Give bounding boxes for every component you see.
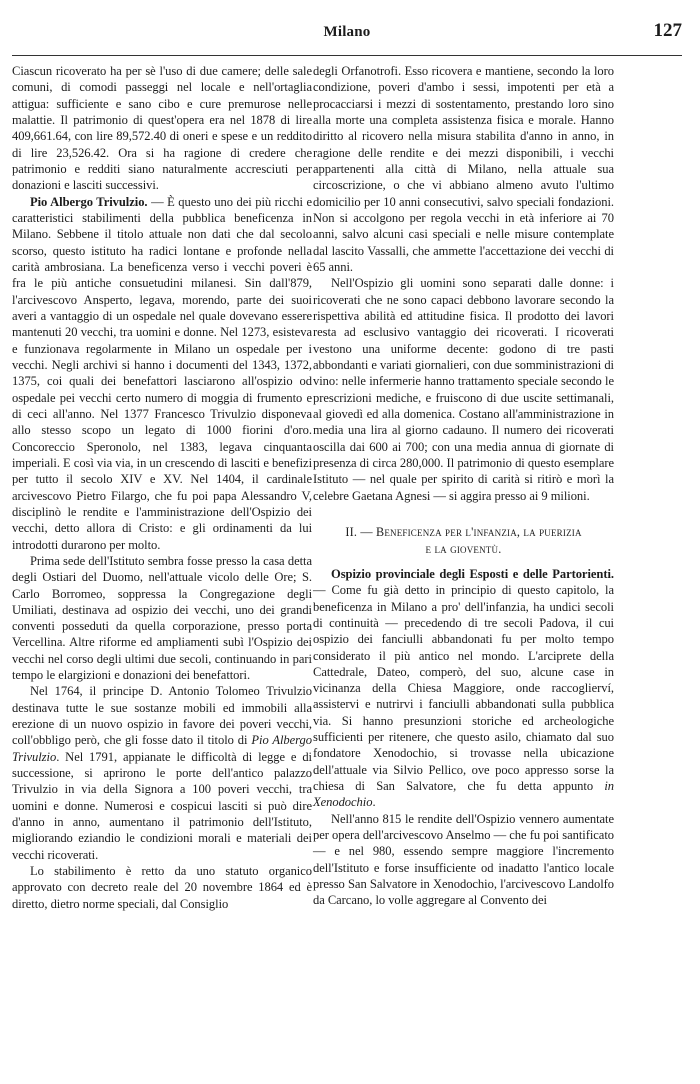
paragraph: Nell'anno 815 le rendite dell'Ospizio vennero aumentate per opera dell'arcivescovo Anselmo — che fu poi santificato — e nel 980, essendo sempre maggiore l'incremento dell'Istituto e forse insufficiente od inadatto l'antico locale presso San Salvatore in Xenodochio, l'arcivescovo Landolfo da Carcano, lo volle aggregare al Convento dei (313, 811, 614, 908)
section-heading (313, 524, 614, 558)
paragraph-text: Nel 1764, il principe D. Antonio Tolomeo Trivulzio destinava tutte le sue sostanze mobili ed immobili alla erezione di un nuovo ospizio in favore dei poveri vecchi, coll'obbligo però, che gli fosse dato il titolo di (12, 684, 312, 748)
section-number: II. — (345, 524, 376, 539)
paragraph: degli Orfanotrofi. Esso ricovera e mantiene, secondo la loro condizione, poveri d'ambo i sessi, impotenti per età a procacciarsi i mezzi di sostentamento, prestando loro sino alla morte una completa assistenza fisica e morale. Hanno diritto al ricovero nella misura stabilita d'anno in anno, in ragione delle rendite e dei mezzi disponibili, i vecchi appartenenti alla città di Milano, nella attuale sua circoscrizione, o che vi abbiano almeno avuto l'ultimo domicilio per 10 anni consecutivi, salvo speciali fondazioni. Non si accolgono per regola vecchi in età inferiore ai 70 anni, salvo alcuni casi speciali e nelle misure contemplate dal lascito Vassalli, che ammette l'accettazione dei vecchi di 65 anni. (313, 64, 614, 274)
right-column (313, 63, 614, 909)
left-column (12, 63, 312, 912)
running-title: Milano (323, 24, 371, 40)
entry-heading: Pio Albergo Trivulzio. (30, 194, 148, 209)
paragraph (12, 194, 312, 553)
paragraph-text: . (372, 795, 376, 810)
paragraph (12, 683, 312, 863)
section-spacer (313, 504, 614, 524)
paragraph (313, 566, 614, 811)
section-title-line2: e la gioventù (425, 541, 499, 556)
italic-title: Pio Albergo Trivulzio (12, 733, 312, 764)
italic-title: in Xenodochio (313, 779, 614, 810)
paragraph-text: — Come fu già detto in principio di questo capitolo, la beneficenza in Milano a pro' dell'infanzia, ha undici secoli di continuità — precedendo di tre secoli Padova, il cui ospizio dei fanciulli abbandonati fu per molto tempo considerato il più antico nel mondo. L'arciprete della Cattedrale, Dateo, comperò, del suo, alcune case in vicinanza della Chiesa Maggiore, onde raccoglierví, assistervi e nutrirvi i fanciulli abbandonati sulla pubblica via. Si hanno presunzioni storiche ed archeologiche sufficienti per ritenere, che questo asilo, chiamato dal suo fondatore Xenodochio, si trovasse nella ubicazione dell'attuale via Silvio Pellico, ove poco appresso sorse la chiesa di San Salvatore, che fu detta appunto (313, 583, 614, 794)
entry-heading: Ospizio provinciale degli Esposti e delle Partorienti. (331, 566, 614, 581)
running-head (12, 18, 682, 48)
page-number: 127 (653, 20, 682, 41)
paragraph-text: . Nel 1791, appianate le difficoltà di legge e di successione, si aprirono le porte dell'antico palazzo Trivulzio in via della Signora a 100 poveri vecchi, tra uomini e donne. Numerosi e cospicui lasciti si può dire d'anno in anno, aumentano il patrimonio dell'Istituto, migliorando eziandio le condizioni morali e materiali dei vecchi ricoverati. (12, 749, 312, 862)
paragraph: Ciascun ricoverato ha per sè l'uso di due camere; delle sale comuni, di comodi passeggi nel locale e nell'ortaglia attigua: sufficiente e sano cibo e cure premurose nelle malattie. Il patrimonio di quest'opera era nel 1878 di lire 409,661.64, con lire 89,572.40 di oneri e spese e un reddito di lire 23,526.42. Ora si ha ragione di credere che patrimonio e redditi siano naturalmente accresciuti per donazioni e lasciti successivi. (12, 64, 312, 193)
section-title-line1: Beneficenza per l'infanzia, la puerizia (375, 524, 582, 539)
paragraph-text: — È questo uno dei più ricchi e caratteristici stabilimenti della pubblica beneficenza in Milano. Sebbene il titolo attuale non dati che dal secolo scorso, questo istituto ha radici lontane e profonde nella carità ambrosiana. La beneficenza verso i vecchi poveri è fra le più antiche consuetudini milanesi. Sin dall'879, l'arcivescovo Ansperto, legava, morendo, parte dei suoi averi a vantaggio di un ospedale nel quale dovevano essere mantenuti 20 vecchi, tra uomini e donne. Nel 1273, esisteva e funzionava regolarmente in Milano un ospedale per i vecchi. Negli archivi si hanno i documenti del 1343, 1372, 1375, coi quali dei benefattori lasciarono all'ospizio od ospedale pei vecchi certo numero di moggia di frumento e di ceci all'anno. Nel 1377 Francesco Trivulzio disponeva allo stesso scopo un legato di 1000 fiorini d'oro. Concoreccio Speronolo, nel 1383, legava cinquanta imperiali. E così via via, in un crescendo di lasciti e benefizi per tutto il secolo XIV e XV. Nel 1404, il cardinale arcivescovo Pietro Filargo, che fu poi papa Alessandro V, disciplinò le rendite e l'amministrazione dell'Ospizio dei vecchi, detto allora di Cristo: e gli ordinamenti da lui introdotti durarono per molto. (12, 194, 312, 552)
paragraph: Prima sede dell'Istituto sembra fosse presso la casa detta degli Ostiari del Duomo, nell'attuale vicolo delle Ore; S. Carlo Borromeo, soppressa la Congregazione degli Umiliati, destinava ad ospizio dei vecchi, uno dei grandi conventi posseduti da quella corporazione, presso porta Vercellina. Altre riforme ed ampliamenti subì l'Ospizio dei vecchi nel corso degli ultimi due secoli, continuando in pari tempo le elargizioni e donazioni dei benefattori. (12, 553, 312, 683)
paragraph: Lo stabilimento è retto da uno statuto organico approvato con decreto reale del 20 novembre 1864 ed è diretto, dietro norme speciali, dal Consiglio (12, 864, 312, 911)
paragraph: Nell'Ospizio gli uomini sono separati dalle donne: i ricoverati che ne sono capaci debbono lavorare secondo la rispettiva abilità ed attitudine fisica. Il prodotto dei lavori resta ad esclusivo vantaggio dei ricoverati. I ricoverati vestono una uniforme decente: godono di tre pasti abbondanti e variati giornalieri, con due somministrazioni di vino: nelle infermerie hanno trattamento speciale secondo le prescrizioni mediche, e fruiscono di due uscite settimanali, al giovedì ed alla domenica. Costano all'amministrazione in media una lira al giorno cadauno. Il numero dei ricoverati oscilla dai 600 ai 700; con una media annua di giornate di presenza di circa 280,000. Il patrimonio di questo esemplare Istituto — nel quale per spirito di carità si ritirò e morì la celebre Gaetana Agnesi — si aggira presso ai 9 milioni. (313, 276, 614, 503)
header-rule (12, 55, 682, 56)
section-title-end: . (498, 541, 502, 556)
